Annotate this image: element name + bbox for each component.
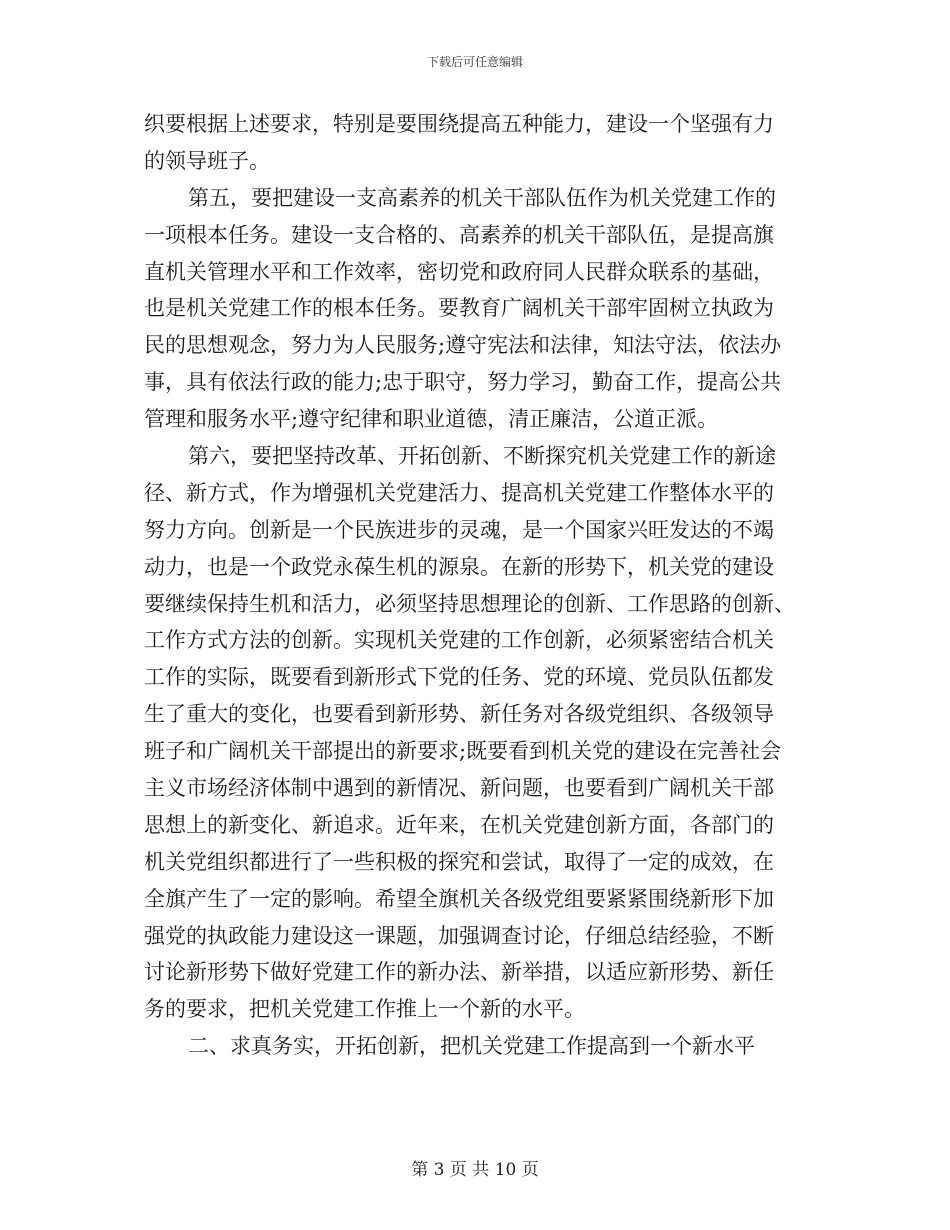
body-line: 民的思想观念，努力为人民服务;遵守宪法和法律，知法守法，依法办 <box>144 333 782 358</box>
body-line: 二、求真务实，开拓创新，把机关党建工作提高到一个新水平 <box>188 1034 755 1059</box>
body-line: 事，具有依法行政的能力;忠于职守，努力学习，勤奋工作，提高公共 <box>144 370 782 395</box>
body-line: 也是机关党建工作的根本任务。要教育广阔机关干部牢固树立执政为 <box>144 296 774 321</box>
body-line: 工作的实际，既要看到新形式下党的任务、党的环境、党员队伍都发 <box>144 665 774 690</box>
body-line: 全旗产生了一定的影响。希望全旗机关各级党组要紧紧围绕新形下加 <box>144 886 774 911</box>
body-line: 务的要求，把机关党建工作推上一个新的水平。 <box>144 997 585 1022</box>
body-line: 生了重大的变化，也要看到新形势、新任务对各级党组织、各级领导 <box>144 702 774 727</box>
body-line: 的领导班子。 <box>144 148 270 173</box>
body-line: 思想上的新变化、新追求。近年来，在机关党建创新方面，各部门的 <box>144 812 774 837</box>
body-line: 动力，也是一个政党永葆生机的源泉。在新的形势下，机关党的建设 <box>144 554 774 579</box>
body-line: 班子和广阔机关干部提出的新要求;既要看到机关党的建设在完善社会 <box>144 739 782 764</box>
page-footer: 第 3 页 共 10 页 <box>411 1160 539 1180</box>
body-line: 强党的执政能力建设这一课题，加强调查讨论，仔细总结经验，不断 <box>144 923 774 948</box>
body-line: 工作方式方法的创新。实现机关党建的工作创新，必须紧密结合机关 <box>144 628 774 653</box>
body-line: 机关党组织都进行了一些积极的探究和尝试，取得了一定的成效，在 <box>144 849 774 874</box>
body-text <box>144 106 804 1065</box>
page-header: 下载后可任意编辑 <box>426 55 523 69</box>
body-line: 讨论新形势下做好党建工作的新办法、新举措，以适应新形势、新任 <box>144 960 774 985</box>
body-line: 一项根本任务。建设一支合格的、高素养的机关干部队伍，是提高旗 <box>144 222 774 247</box>
body-line: 主义市场经济体制中遇到的新情况、新问题，也要看到广阔机关干部 <box>144 776 774 801</box>
body-line: 织要根据上述要求，特别是要围绕提高五种能力，建设一个坚强有力 <box>144 112 774 136</box>
body-line: 径、新方式，作为增强机关党建活力、提高机关党建工作整体水平的 <box>144 480 774 505</box>
body-line: 第五，要把建设一支高素养的机关干部队伍作为机关党建工作的 <box>188 185 776 210</box>
body-line: 要继续保持生机和活力，必须坚持思想理论的创新、工作思路的创新、 <box>144 591 795 616</box>
body-line: 努力方向。创新是一个民族进步的灵魂，是一个国家兴旺发达的不竭 <box>144 517 774 542</box>
body-line: 管理和服务水平;遵守纪律和职业道德，清正廉洁，公道正派。 <box>144 407 719 432</box>
body-line: 直机关管理水平和工作效率，密切党和政府同人民群众联系的基础， <box>144 259 774 284</box>
body-line: 第六，要把坚持改革、开拓创新、不断探究机关党建工作的新途 <box>188 444 776 469</box>
